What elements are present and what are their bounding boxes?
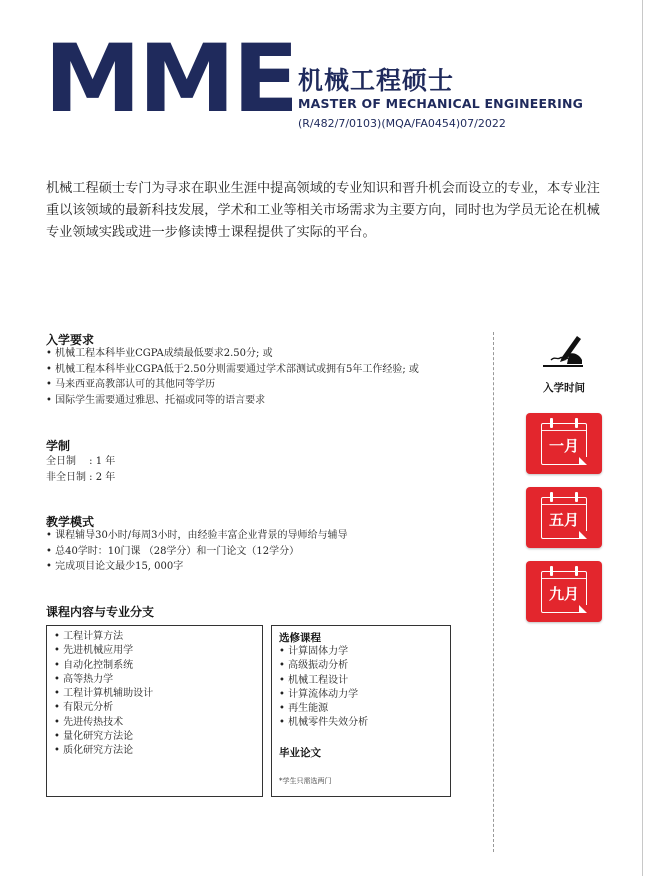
list-item: • 先进机械应用学 xyxy=(54,644,255,658)
duration-list xyxy=(46,454,115,485)
elective-courses-list xyxy=(279,645,443,731)
list-item: • 有限元分析 xyxy=(54,701,255,715)
intake-month-may xyxy=(526,487,602,548)
list-item: • 国际学生需要通过雅思、托福或同等的语言要求 xyxy=(46,393,419,409)
duration-heading: 学制 xyxy=(46,439,71,453)
teaching-mode-list xyxy=(46,528,348,575)
list-item: • 量化研究方法论 xyxy=(54,730,255,744)
teaching-mode-heading: 教学模式 xyxy=(46,515,95,529)
thesis-title: 毕业论文 xyxy=(279,746,321,759)
program-title-cn: 机械工程硕士 xyxy=(298,66,455,95)
program-title-en: MASTER OF MECHANICAL ENGINEERING xyxy=(298,96,584,111)
entry-requirements-heading: 入学要求 xyxy=(46,333,95,347)
pen-signing-icon xyxy=(541,330,585,370)
column-divider xyxy=(493,332,494,852)
electives-footnote: *学生只需选两门 xyxy=(279,776,332,785)
intake-label: 入学时间 xyxy=(543,382,585,394)
month-label: 九月 xyxy=(548,585,579,603)
list-item: • 计算固体力学 xyxy=(279,645,443,659)
entry-requirements-list xyxy=(46,346,419,408)
page-edge xyxy=(642,0,643,876)
month-label: 一月 xyxy=(548,437,579,455)
program-intro: 机械工程硕士专门为寻求在职业生涯中提高领域的专业知识和晋升机会而设立的专业，本专业注重以该领域的最新科技发展，学术和工业等相关市场需求为主要方向，同时也为学员无论在机械专业领域实践或进一步修读博士课程提供了实际的平台。 xyxy=(46,181,600,240)
list-item: • 机械零件失效分析 xyxy=(279,716,443,730)
list-item: • 自动化控制系统 xyxy=(54,659,255,673)
list-item: • 计算流体动力学 xyxy=(279,688,443,702)
duration-part-time: 非全日制 : 2 年 xyxy=(46,471,116,483)
intake-month-january xyxy=(526,413,602,474)
list-item: • 工程计算方法 xyxy=(54,630,255,644)
list-item: • 高等热力学 xyxy=(54,673,255,687)
list-item: • 完成项目论文最少15, 000字 xyxy=(46,559,348,575)
elective-courses-box xyxy=(271,625,451,797)
electives-title: 选修课程 xyxy=(279,632,321,644)
core-courses-box xyxy=(46,625,263,797)
program-logo: MME xyxy=(44,25,296,134)
course-content-heading: 课程内容与专业分支 xyxy=(46,605,155,619)
list-item: • 总40学时：10门课 （28学分）和一门论文（12学分） xyxy=(46,544,348,560)
accreditation-code: (R/482/7/0103)(MQA/FA0454)07/2022 xyxy=(298,117,506,130)
list-item: • 机械工程设计 xyxy=(279,674,443,688)
list-item: • 马来西亚高教部认可的其他同等学历 xyxy=(46,377,419,393)
list-item: • 机械工程本科毕业CGPA成绩最低要求2.50分; 或 xyxy=(46,346,419,362)
intake-month-september xyxy=(526,561,602,622)
core-courses-list xyxy=(54,630,255,759)
list-item: • 机械工程本科毕业CGPA低于2.50分则需要通过学术部测试或拥有5年工作经验; 或 xyxy=(46,362,419,378)
list-item: • 工程计算机辅助设计 xyxy=(54,687,255,701)
month-label: 五月 xyxy=(548,511,579,529)
list-item: • 先进传热技术 xyxy=(54,716,255,730)
list-item: • 质化研究方法论 xyxy=(54,744,255,758)
list-item: • 课程辅导30小时/每周3小时，由经验丰富企业背景的导师给与辅导 xyxy=(46,528,348,544)
duration-full-time: 全日制 : 1 年 xyxy=(46,456,116,467)
list-item: • 高级振动分析 xyxy=(279,659,443,673)
list-item: • 再生能源 xyxy=(279,702,443,716)
